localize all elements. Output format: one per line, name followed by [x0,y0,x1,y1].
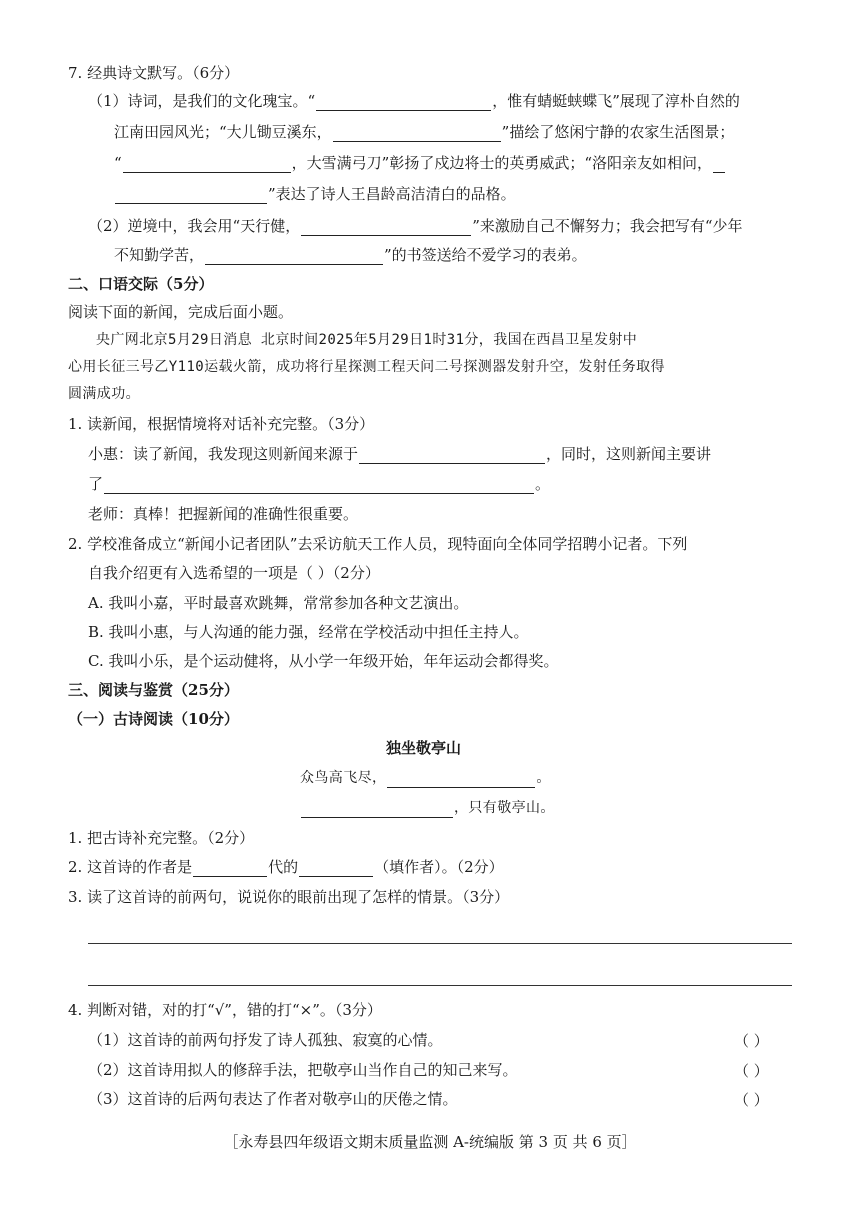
news-line: 圆满成功。 [68,386,140,402]
q7-p1-text: 江南田园风光；“大儿锄豆溪东， [114,123,332,141]
s3-q3: 3. 读了这首诗的前两句，说说你的眼前出现了怎样的情景。（3分） [68,888,510,906]
poem-text: 。 [536,770,551,786]
poem-text: 众鸟高飞尽， [300,770,387,786]
answer-blank[interactable] [115,187,267,204]
section3-title: 三、阅读与鉴赏（25分） [68,681,239,699]
s3-q2-text: （填作者）。（2分） [374,858,504,876]
q7-p2-line2 [114,245,587,265]
s3-q2-text: 代的 [268,858,299,876]
judge-answer-1[interactable]: （ ） [734,1032,769,1050]
judge-answer-2[interactable]: （ ） [734,1062,769,1080]
judge-item-2: （2）这首诗用拟人的修辞手法，把敬亭山当作自己的知己来写。 [88,1061,518,1079]
answer-line[interactable] [88,943,792,944]
s3-q2 [68,857,504,877]
q7-p2-text: 不知勤学苦， [114,246,205,264]
judge-item-1: （1）这首诗的前两句抒发了诗人孤独、寂寞的心情。 [88,1031,443,1049]
q7-p2-text: ”来激励自己不懈努力；我会把写有“少年 [472,217,743,235]
answer-line[interactable] [88,985,792,986]
answer-blank[interactable] [301,219,471,236]
news-line: 央广网北京5月29日消息 北京时间2025年5月29日1时31分，我国在西昌卫星发射中 [96,332,638,348]
answer-blank[interactable] [205,248,383,265]
answer-blank[interactable] [193,860,267,877]
q7-p2-text: （2）逆境中，我会用“天行健， [88,217,301,235]
s3-q2-text: 2. 这首诗的作者是 [68,858,193,876]
q7-p1-text: （1）诗词，是我们的文化瑰宝。“ [88,92,316,110]
q7-p1-line2 [114,122,734,142]
q7-p2-text: ”的书签送给不爱学习的表弟。 [384,246,587,264]
s2-q2-line2: 自我介绍更有入选希望的一项是（ ）（2分） [88,564,380,582]
s2-q2-option-b: B. 我叫小惠，与人沟通的能力强，经常在学校活动中担任主持人。 [88,623,529,641]
s2-q1-text: 了 [88,475,104,493]
s2-q2-option-c: C. 我叫小乐，是个运动健将，从小学一年级开始，年年运动会都得奖。 [88,652,559,670]
s3-q4: 4. 判断对错，对的打“√”，错的打“×”。（3分） [68,1001,382,1019]
s2-q1-text: 小惠：读了新闻，我发现这则新闻来源于 [88,445,359,463]
answer-blank[interactable] [713,156,725,173]
poem-title: 独坐敬亭山 [386,739,462,757]
section2-intro: 阅读下面的新闻，完成后面小题。 [68,303,294,321]
q7-p1-text: “ [114,154,122,172]
poem-line-1 [300,768,551,788]
answer-blank[interactable] [301,801,453,818]
q7-p1-line4 [114,184,516,204]
poem-line-2 [300,798,555,818]
page-footer: ［永寿县四年级语文期末质量监测 A-统编版 第 3 页 共 6 页］ [223,1133,637,1151]
answer-blank[interactable] [387,771,535,788]
q7-p1-text: ”描绘了悠闲宁静的农家生活图景； [501,123,735,141]
q7-p1-line3 [114,153,726,173]
s3-q1: 1. 把古诗补充完整。（2分） [68,829,255,847]
s2-q1-text: 。 [535,475,551,493]
s2-q2-option-a: A. 我叫小嘉，平时最喜欢跳舞，常常参加各种文艺演出。 [88,594,469,612]
s2-q1-title: 1. 读新闻，根据情境将对话补充完整。（3分） [68,415,375,433]
answer-blank[interactable] [104,477,534,494]
answer-blank[interactable] [299,860,373,877]
section2-title: 二、口语交际（5分） [68,275,214,293]
s2-q1-line1 [88,444,711,464]
judge-answer-3[interactable]: （ ） [734,1091,769,1109]
q7-title: 7. 经典诗文默写。（6分） [68,64,240,82]
judge-item-3: （3）这首诗的后两句表达了作者对敬亭山的厌倦之情。 [88,1090,458,1108]
q7-p1-text: ，惟有蜻蜓蛱蝶飞”展现了淳朴自然的 [492,92,740,110]
answer-blank[interactable] [333,125,501,142]
s2-q2-line1: 2. 学校准备成立“新闻小记者团队”去采访航天工作人员，现特面向全体同学招聘小记者。下列 [68,535,688,553]
q7-p1-text: ，大雪满弓刀”彰扬了戍边将士的英勇威武；“洛阳亲友如相问， [291,154,713,172]
news-line: 心用长征三号乙Y110运载火箭，成功将行星探测工程天问二号探测器发射升空，发射任务取得 [68,359,665,375]
s2-q1-line3: 老师：真棒！把握新闻的准确性很重要。 [88,505,359,523]
section3-sub1: （一）古诗阅读（10分） [68,710,239,728]
q7-p2-line1 [88,216,743,236]
poem-text: ，只有敬亭山。 [454,800,555,816]
q7-p1-line1 [88,91,740,111]
s2-q1-text: ，同时，这则新闻主要讲 [546,445,712,463]
s2-q1-line2 [88,474,550,494]
answer-blank[interactable] [359,447,545,464]
q7-p1-text: ”表达了诗人王昌龄高洁清白的品格。 [268,185,516,203]
answer-blank[interactable] [123,156,291,173]
answer-blank[interactable] [316,94,491,111]
